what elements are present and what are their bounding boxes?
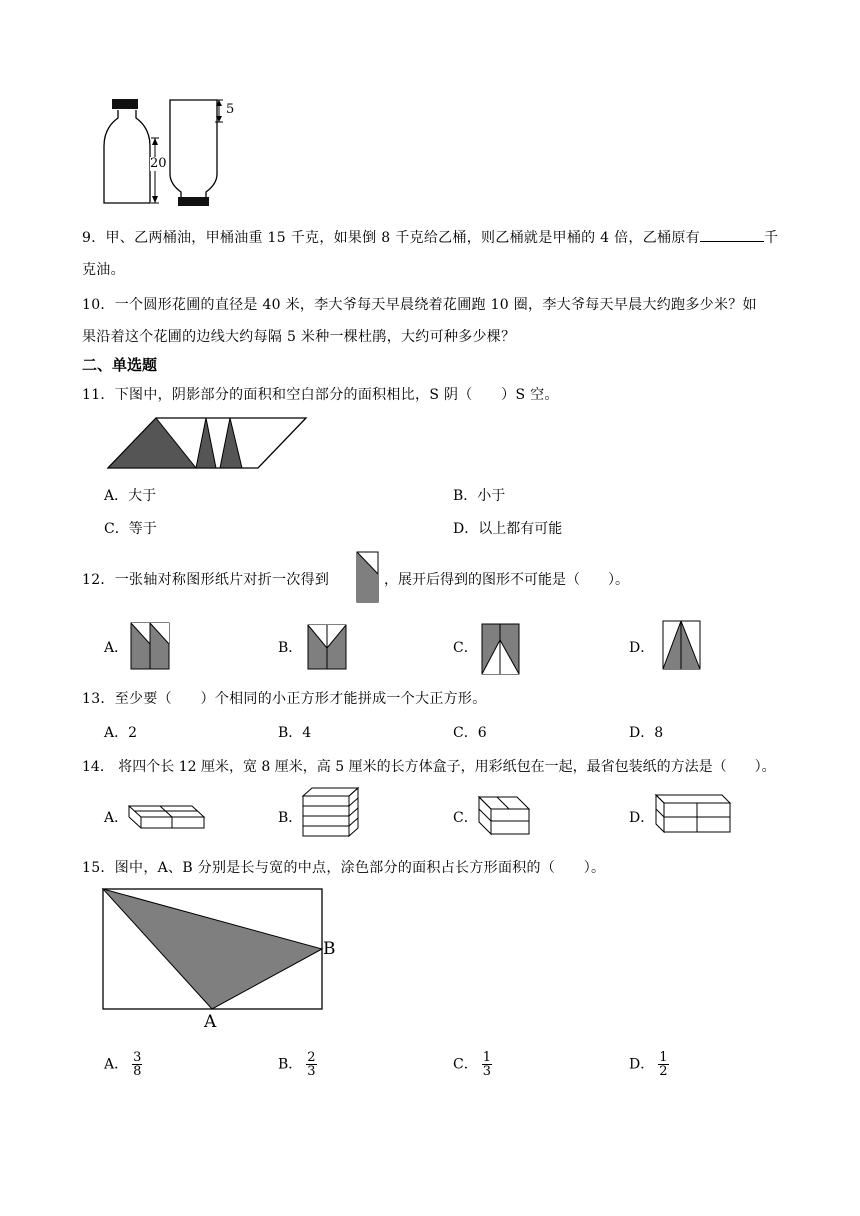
q14-option-b[interactable]: B． <box>278 810 303 826</box>
q15-option-c[interactable] <box>453 1051 492 1078</box>
q15-option-d[interactable] <box>629 1051 669 1078</box>
bottle-height-label: 20 <box>150 156 167 171</box>
q12-option-d[interactable]: D． <box>629 640 655 656</box>
q15-option-b[interactable] <box>278 1051 317 1078</box>
q9-text-a: 9．甲、乙两桶油，甲桶油重 15 千克，如果倒 8 千克给乙桶，则乙桶就是甲桶的 4 倍，乙桶原有 <box>82 230 700 246</box>
bottle-gap-label: 5 <box>226 102 235 117</box>
q15-c-fraction <box>482 1051 492 1078</box>
q15-a-letter: A． <box>104 1056 129 1073</box>
q13-stem: 13．至少要（ ）个相同的小正方形才能拼成一个大正方形。 <box>82 691 487 707</box>
q15-label-b: B <box>323 939 336 959</box>
q15-a-num: 3 <box>133 1050 142 1065</box>
q15-d-den: 2 <box>659 1064 668 1079</box>
q15-d-letter: D． <box>629 1056 655 1073</box>
q15-c-letter: C． <box>453 1056 478 1073</box>
q15-c-num: 1 <box>482 1050 491 1065</box>
q15-option-a[interactable] <box>104 1051 142 1078</box>
q13-option-b[interactable]: B．4 <box>278 725 312 741</box>
q15-c-den: 3 <box>482 1064 491 1079</box>
q14-option-d[interactable]: D． <box>629 810 655 826</box>
q12-option-c[interactable]: C． <box>453 640 478 656</box>
q15-a-den: 8 <box>133 1064 142 1079</box>
q15-stem: 15．图中，A、B 分别是长与宽的中点，涂色部分的面积占长方形面积的（ ）。 <box>82 860 606 876</box>
q9-line2: 克油。 <box>82 262 125 278</box>
q11-option-c[interactable]: C．等于 <box>104 521 157 537</box>
section-title: 二、单选题 <box>82 356 158 374</box>
q13-option-d[interactable]: D．8 <box>629 725 664 741</box>
q11-option-b[interactable]: B．小于 <box>453 488 506 504</box>
q15-b-den: 3 <box>307 1064 316 1079</box>
q12-stem-b: ，展开后得到的图形不可能是（ ）。 <box>384 572 629 588</box>
q9-text-b: 千 <box>763 230 779 246</box>
q12-option-b[interactable]: B． <box>278 640 303 656</box>
q11-option-a[interactable]: A．大于 <box>104 488 157 504</box>
q15-d-fraction <box>658 1051 668 1078</box>
q11-option-d[interactable]: D．以上都有可能 <box>453 521 563 537</box>
q10-line2: 果沿着这个花圃的边线大约每隔 5 米种一棵杜鹃，大约可种多少棵？ <box>82 329 516 345</box>
q11-stem: 11．下图中，阴影部分的面积和空白部分的面积相比，S 阴（ ）S 空。 <box>82 387 559 403</box>
q10-line1: 10．一个圆形花圃的直径是 40 米，李大爷每天早晨绕着花圃跑 10 圈，李大爷每天早晨大约跑多少米？如 <box>82 297 757 313</box>
q15-label-a: A <box>204 1012 217 1032</box>
q12-stem-a: 12．一张轴对称图形纸片对折一次得到 <box>82 572 330 588</box>
q15-b-fraction <box>306 1051 316 1078</box>
q15-a-fraction <box>132 1051 142 1078</box>
q13-option-c[interactable]: C．6 <box>453 725 487 741</box>
q15-b-letter: B． <box>278 1056 303 1073</box>
q15-b-num: 2 <box>307 1050 316 1065</box>
q13-option-a[interactable]: A．2 <box>104 725 138 741</box>
q15-d-num: 1 <box>659 1050 668 1065</box>
q14-stem: 14． 将四个长 12 厘米，宽 8 厘米，高 5 厘米的长方体盒子，用彩纸包在一起，最省包装纸的方法是（ ）。 <box>82 759 776 775</box>
q14-option-c[interactable]: C． <box>453 810 478 826</box>
q14-option-a[interactable]: A． <box>104 810 129 826</box>
q12-option-a[interactable]: A． <box>104 640 129 656</box>
